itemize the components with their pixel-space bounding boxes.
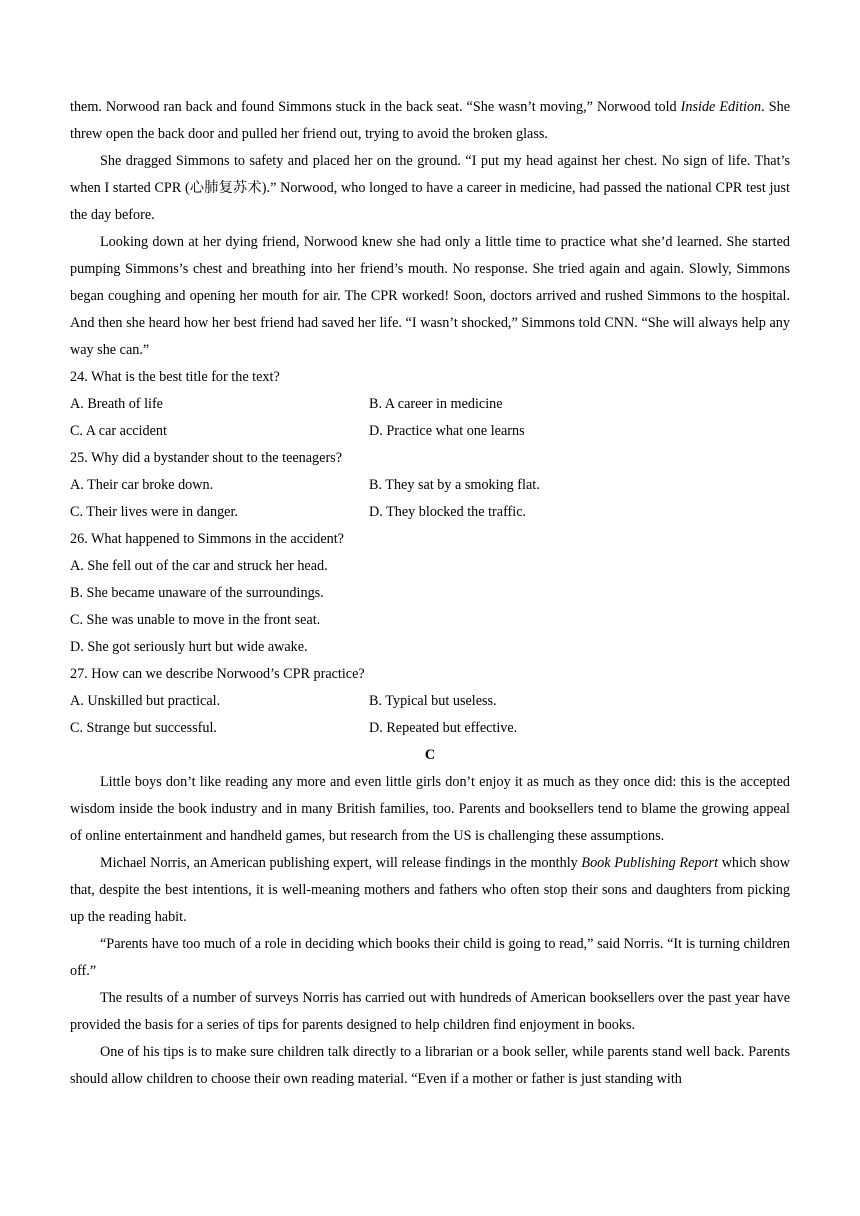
question-27-option-c: C. Strange but successful. [70, 720, 217, 736]
question-26-option-a: A. She fell out of the car and struck her head. [70, 558, 328, 574]
question-25-option-a: A. Their car broke down. [70, 477, 214, 493]
question-27-options [70, 688, 790, 742]
section-heading-c: C [424, 747, 436, 763]
question-27-option-a: A. Unskilled but practical. [70, 693, 221, 709]
question-26-option-b: B. She became unaware of the surroundings. [70, 585, 324, 601]
question-25-option-d: D. They blocked the traffic. [369, 504, 527, 520]
passage-c-paragraph-2: Michael Norris, an American publishing expert, will release findings in the monthly Book Publishing Report which show that, despite the best intentions, it is well-meaning mothers and fathers who often stop their sons and daughters from picking up the reading habit. [70, 855, 790, 925]
passage-c-paragraph-4: The results of a number of surveys Norris has carried out with hundreds of American booksellers over the past year have provided the basis for a series of tips for parents designed to help children find enjoyment in books. [70, 990, 790, 1033]
question-26-stem: 26. What happened to Simmons in the accident? [70, 531, 344, 547]
question-25-stem: 25. Why did a bystander shout to the teenagers? [70, 450, 342, 466]
passage-c-paragraph-3: “Parents have too much of a role in deciding which books their child is going to read,” said Norris. “It is turning children off.” [70, 936, 790, 979]
question-24-option-d: D. Practice what one learns [369, 423, 525, 439]
document-page [70, 94, 790, 1093]
passage-b-paragraph-3: Looking down at her dying friend, Norwood knew she had only a little time to practice what she’d learned. She started pumping Simmons’s chest and breathing into her friend’s mouth. No response. She tried again and again. Slowly, Simmons began coughing and opening her mouth for air. The CPR worked! Soon, doctors arrived and rushed Simmons to the hospital. And then she heard how her best friend had saved her life. “I wasn’t shocked,” Simmons told CNN. “She will always help any way she can.” [70, 234, 790, 358]
report-title: Book Publishing Report [581, 855, 719, 871]
passage-b-paragraph-1: them. Norwood ran back and found Simmons stuck in the back seat. “She wasn’t moving,” Norwood told Inside Edition. She threw open the back door and pulled her friend out, trying to avoid the broken glass. [70, 99, 790, 142]
question-27-stem: 27. How can we describe Norwood’s CPR practice? [70, 666, 365, 682]
passage-c-paragraph-1: Little boys don’t like reading any more and even little girls don’t enjoy it as much as they once did: this is the accepted wisdom inside the book industry and in many British families, too. Parents and booksellers tend to blame the growing appeal of online entertainment and handheld games, but research from the US is challenging these assumptions. [70, 774, 790, 844]
question-24-option-c: C. A car accident [70, 423, 167, 439]
question-27-option-b: B. Typical but useless. [369, 693, 497, 709]
question-25-option-b: B. They sat by a smoking flat. [369, 477, 540, 493]
question-24-option-a: A. Breath of life [70, 396, 163, 412]
question-26-option-c: C. She was unable to move in the front seat. [70, 612, 321, 628]
question-24-option-b: B. A career in medicine [369, 396, 503, 412]
question-26-options [70, 553, 790, 661]
passage-b-paragraph-2: She dragged Simmons to safety and placed her on the ground. “I put my head against her chest. No sign of life. That’s when I started CPR (心肺复苏术).” Norwood, who longed to have a career in medicine, had passed the national CPR test just the day before. [70, 153, 790, 223]
question-26-option-d: D. She got seriously hurt but wide awake. [70, 639, 308, 655]
publication-name: Inside Edition [680, 99, 762, 115]
question-25-option-c: C. Their lives were in danger. [70, 504, 238, 520]
passage-c-paragraph-5: One of his tips is to make sure children talk directly to a librarian or a book seller, while parents stand well back. Parents should allow children to choose their own reading material. “Even if a mother or father is just standing with [70, 1044, 790, 1087]
question-25-options [70, 472, 790, 526]
question-24-stem: 24. What is the best title for the text? [70, 369, 280, 385]
question-27-option-d: D. Repeated but effective. [369, 720, 518, 736]
question-24-options [70, 391, 790, 445]
